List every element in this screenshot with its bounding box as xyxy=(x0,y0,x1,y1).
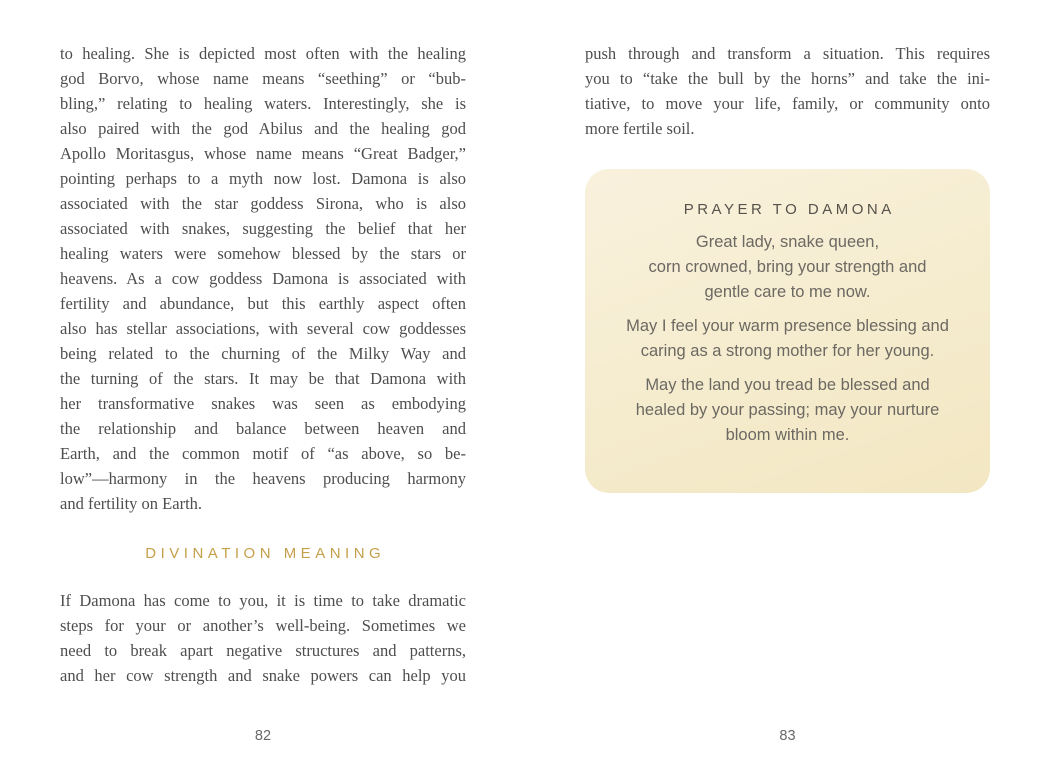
left-page xyxy=(60,0,466,769)
left-page-content xyxy=(60,0,466,688)
right-page xyxy=(585,0,990,769)
prayer-box-title: PRAYER TO DAMONA xyxy=(683,201,895,218)
divination-meaning-heading: DIVINATION MEANING xyxy=(145,545,386,562)
right-page-content xyxy=(585,0,990,493)
prayer-stanza-1: Great lady, snake queen, corn crowned, bring your strength and gentle care to me now. xyxy=(648,233,927,301)
right-page-number: 83 xyxy=(779,728,796,744)
left-paragraph-2: If Damona has come to you, it is time to take dramatic steps for your or another’s well-being. Sometimes we need to break apart negative structures and patterns, and her cow strength and snake powers can help you xyxy=(60,591,466,685)
prayer-stanza-2: May I feel your warm presence blessing and caring as a strong mother for her young. xyxy=(626,317,949,360)
prayer-box xyxy=(585,169,990,493)
left-page-number: 82 xyxy=(254,728,272,744)
prayer-stanza-3: May the land you tread be blessed and healed by your passing; may your nurture bloom within me. xyxy=(635,376,940,444)
left-paragraph-1: to healing. She is depicted most often with the healing god Borvo, whose name means “seething” or “bub- bling,” relating to healing waters. Interestingly, she is also paired with the god Abilus and the healing god Apollo Moritasgus, whose name means “Great Badger,” pointing perhaps to a myth now lost. Damona is also associated with the star goddess Sirona, who is also associated with snakes, suggesting the belief that her healing waters were somehow blessed by the stars or heavens. As a cow goddess Damona is associated with fertility and abundance, but this earthly aspect often also has stellar associations, with several cow goddesses being related to the churning of the Milky Way and the turning of the stars. It may be that Damona with her transformative snakes was seen as embodying the relationship and balance between heaven and Earth, and the common motif of “as above, so be- low”—harmony in the heavens producing harmony and fertility on Earth. xyxy=(60,44,466,513)
right-paragraph-1: push through and transform a situation. This requires you to “take the bull by the horns” and take the ini- tiative, to move your life, family, or community onto more fertile soil. xyxy=(585,44,990,138)
